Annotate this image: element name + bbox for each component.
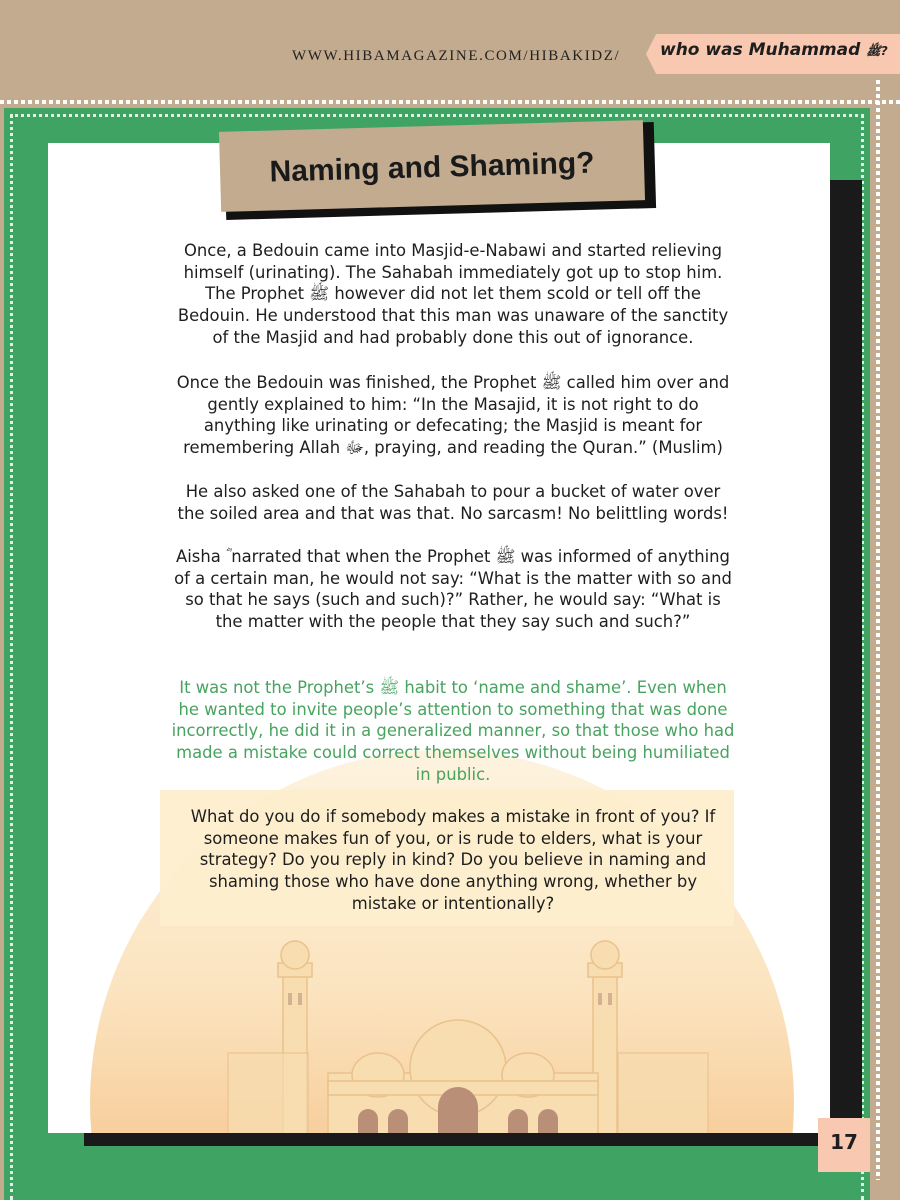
mosque-illustration	[168, 913, 768, 1133]
paragraph-explanation	[170, 372, 736, 459]
dotted-divider-vertical	[876, 80, 880, 1180]
title-banner	[219, 120, 645, 212]
paragraph-text: He also asked one of the Sahabah to pour a bucket of water over the soiled area and that was that. No sarcasm! No belittling words!	[177, 482, 729, 523]
section-tag-text: who was Muhammad	[660, 40, 861, 60]
section-tag	[660, 40, 888, 61]
page-number: 17	[830, 1130, 858, 1154]
paragraph-text: Aisha ؓ narrated that when the Prophet ﷺ was informed of anything of a certain man, he would not say: “What is the matter with so and so that he says (such and such)?” Rather, he would say: “What is the matter with the people that they say such and such?”	[174, 547, 732, 632]
website-url: WWW.HIBAMAGAZINE.COM/HIBAKIDZ/	[292, 48, 621, 64]
section-tag-honorific: ﷺ?	[866, 44, 888, 58]
paragraph-aisha	[170, 546, 736, 633]
question-text: What do you do if somebody makes a mistake in front of you? If someone makes fun of you, or is rude to elders, what is your strategy? Do you reply in kind? Do you believe in naming and shaming those who have done anything wrong, whether by mistake or intentionally?	[190, 807, 716, 913]
paragraph-text: Once the Bedouin was finished, the Prophet ﷺ called him over and gently explained to him: “In the Masajid, it is not right to do anything like urinating or defecating; the Masjid is meant for remembering Allah ﷻ, praying, and reading the Quran.” (Muslim)	[176, 373, 730, 458]
paragraph-text: It was not the Prophet’s ﷺ habit to ‘name and shame’. Even when he wanted to invite people’s attention to something that was done incorrectly, he did it in a generalized manner, so that those who had made a mistake could correct themselves without being humiliated in public.	[171, 678, 735, 784]
page-title: Naming and Shaming?	[269, 146, 595, 189]
paragraph-water	[170, 481, 736, 524]
paragraph-bedouin	[170, 240, 736, 349]
paragraph-highlight	[170, 677, 736, 786]
dotted-divider	[0, 100, 900, 104]
paragraph-text: Once, a Bedouin came into Masjid-e-Nabawi and started relieving himself (urinating). The Sahabah immediately got up to stop him. The Prophet ﷺ however did not let them scold or tell off the Bedouin. He understood that this man was unaware of the sanctity of the Masjid and had probably done this out of ignorance.	[177, 241, 729, 347]
